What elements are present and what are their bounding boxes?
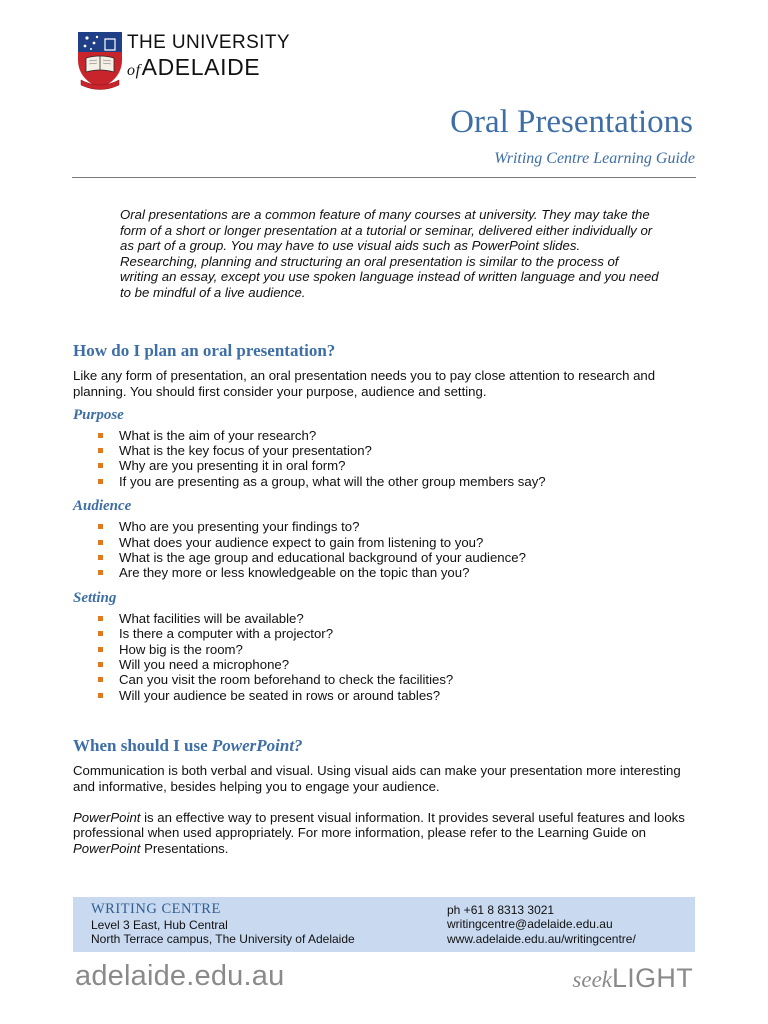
list-item-text: How big is the room?	[119, 641, 243, 657]
list-item	[73, 565, 703, 580]
bullet-icon	[98, 433, 103, 438]
university-name-adelaide: ADELAIDE	[141, 54, 261, 80]
bullet-icon	[98, 540, 103, 545]
email-link[interactable]: writingcentre@adelaide.edu.au	[447, 917, 613, 932]
writing-centre-heading: WRITING CENTRE	[91, 901, 221, 917]
list-item-text: Can you visit the room beforehand to check the facilities?	[119, 672, 454, 688]
list-item-text: Will you need a microphone?	[119, 657, 290, 673]
address-line-1: Level 3 East, Hub Central	[91, 918, 228, 932]
list-item	[73, 550, 703, 565]
site-url[interactable]: adelaide.edu.au	[75, 960, 285, 992]
setting-heading: Setting	[73, 589, 117, 606]
university-name-of: of	[127, 62, 141, 79]
audience-heading: Audience	[73, 498, 132, 515]
list-item-text: If you are presenting as a group, what will the other group members say?	[119, 473, 546, 489]
powerpoint-section	[73, 736, 703, 857]
purpose-heading: Purpose	[73, 406, 124, 423]
list-item-text: What is the age group and educational background of your audience?	[119, 550, 526, 566]
powerpoint-emphasis: PowerPoint	[73, 809, 141, 825]
powerpoint-paragraph-2-text: is an effective way to present visual information. It provides several useful features and looks professional when used appropriately. For more information, please refer to the Learning Guide on	[73, 809, 685, 841]
bullet-icon	[98, 616, 103, 621]
list-item-text: What facilities will be available?	[119, 610, 304, 626]
plan-intro-text: Like any form of presentation, an oral presentation needs you to pay close attention to research and planning. You should first consider your purpose, audience and setting.	[73, 368, 656, 399]
seek-light-tagline	[572, 963, 693, 994]
purpose-list	[73, 428, 703, 490]
title-divider	[72, 177, 696, 178]
list-item	[73, 519, 703, 534]
bullet-icon	[98, 631, 103, 636]
bullet-icon	[98, 677, 103, 682]
contact-details	[447, 903, 636, 946]
list-item	[73, 458, 703, 473]
list-item	[73, 443, 703, 458]
page-title: Oral Presentations	[450, 104, 693, 140]
powerpoint-emphasis: PowerPoint	[73, 841, 141, 857]
list-item	[73, 642, 703, 657]
page-subtitle: Writing Centre Learning Guide	[494, 150, 695, 167]
contact-address	[91, 901, 355, 947]
powerpoint-paragraph-1: Communication is both verbal and visual. Using visual aids can make your presentation more interesting and informative, besides helping you to engage your audience.	[73, 763, 681, 794]
list-item-text: What is the key focus of your presentation?	[119, 443, 372, 458]
list-item	[73, 626, 703, 641]
powerpoint-paragraph-2	[73, 810, 703, 857]
powerpoint-heading	[73, 736, 703, 756]
bullet-icon	[98, 555, 103, 560]
bullet-icon	[98, 479, 103, 484]
bullet-icon	[98, 647, 103, 652]
contact-band	[73, 897, 695, 952]
university-logo	[75, 30, 290, 95]
tagline-seek: seek	[572, 967, 612, 992]
list-item	[73, 428, 703, 443]
website-link[interactable]: www.adelaide.edu.au/writingcentre/	[447, 931, 636, 946]
list-item	[73, 611, 703, 626]
list-item-text: What does your audience expect to gain from listening to you?	[119, 534, 484, 550]
university-name-line2	[127, 54, 260, 81]
university-name-line1: THE UNIVERSITY	[127, 32, 290, 53]
powerpoint-heading-emphasis: PowerPoint?	[211, 736, 303, 755]
list-item	[73, 657, 703, 672]
list-item-text: What is the aim of your research?	[119, 427, 317, 443]
list-item	[73, 474, 703, 489]
bullet-icon	[98, 463, 103, 468]
list-item	[73, 688, 703, 703]
list-item	[73, 535, 703, 550]
list-item-text: Who are you presenting your findings to?	[119, 519, 360, 535]
list-item-text: Will your audience be seated in rows or around tables?	[119, 687, 441, 703]
list-item-text: Are they more or less knowledgeable on the topic than you?	[119, 565, 470, 581]
tagline-light: LIGHT	[611, 963, 693, 993]
address-line-2: North Terrace campus, The University of Adelaide	[91, 932, 355, 947]
powerpoint-heading-text: When should I use	[73, 736, 212, 755]
bullet-icon	[98, 448, 103, 453]
crest-icon	[75, 30, 125, 90]
phone-number: ph +61 8 8313 3021	[447, 903, 555, 917]
plan-section	[73, 341, 703, 703]
bullet-icon	[98, 693, 103, 698]
bullet-icon	[98, 662, 103, 667]
setting-list	[73, 611, 703, 703]
powerpoint-paragraph-2-end: Presentations.	[140, 841, 229, 857]
list-item-text: Why are you presenting it in oral form?	[119, 458, 346, 474]
bullet-icon	[98, 570, 103, 575]
bullet-icon	[98, 524, 103, 529]
list-item-text: Is there a computer with a projector?	[119, 626, 334, 642]
plan-heading: How do I plan an oral presentation?	[73, 341, 336, 360]
list-item	[73, 672, 703, 687]
audience-list	[73, 519, 703, 581]
intro-paragraph: Oral presentations are a common feature of many courses at university. They may take the form of a short or longer presentation at a tutorial or seminar, delivered either individually or as part of a group. You may have to use visual aids such as PowerPoint slides. Researching, planning and structuring an oral presentation is similar to the process of writing an essay, except you use spoken language instead of written language and you need to be mindful of a live audience.	[120, 207, 659, 300]
